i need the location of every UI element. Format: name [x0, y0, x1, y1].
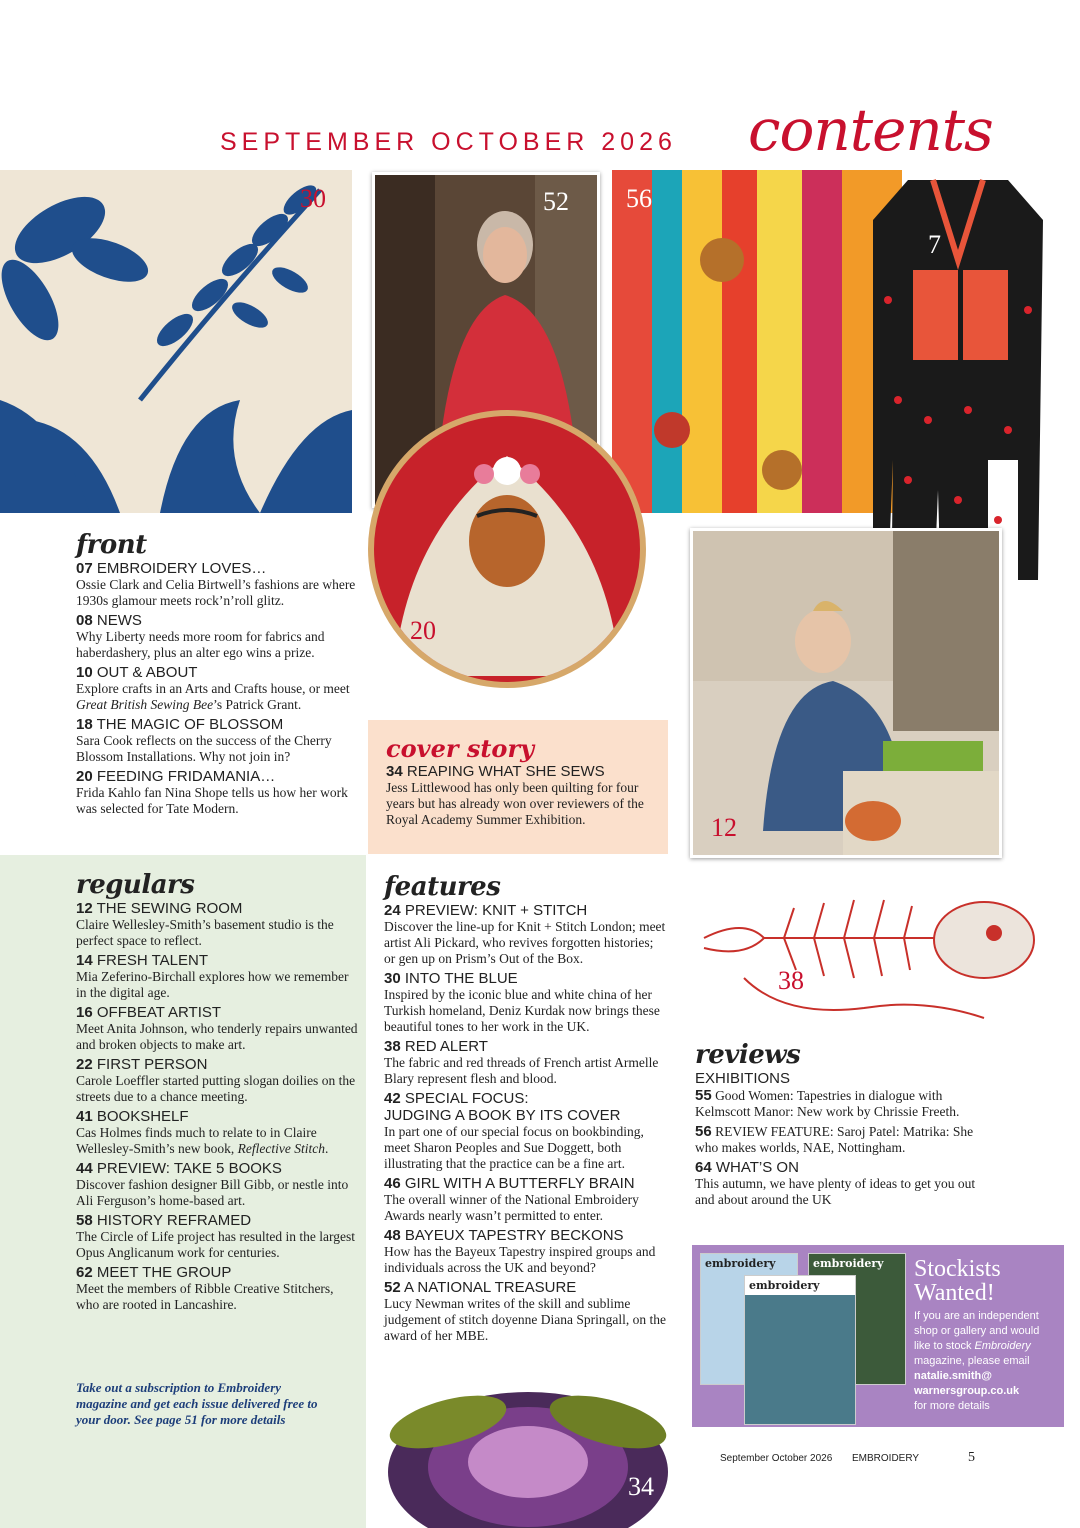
regulars-section	[76, 870, 358, 1316]
toc-item[interactable]	[384, 1175, 666, 1224]
item-description: Why Liberty needs more room for fabrics and haberdashery, plus an alter ego wins a prize.	[76, 629, 325, 660]
item-description: How has the Bayeux Tapestry inspired groups and individuals across the UK and beyond?	[384, 1244, 656, 1275]
footer-brand: EMBROIDERY	[852, 1453, 920, 1464]
page-number: 41	[76, 1108, 93, 1125]
item-description: This autumn, we have plenty of ideas to get you out and about around the UK	[695, 1176, 976, 1207]
page-number: 18	[76, 716, 93, 733]
page-number: 16	[76, 1004, 93, 1021]
section-title-reviews: reviews	[695, 1040, 801, 1070]
item-description: The Circle of Life project has resulted in the largest Opus Anglicanum work for centuries.	[76, 1229, 356, 1260]
page-number: 07	[76, 560, 93, 577]
cover-story-box[interactable]	[368, 720, 668, 854]
item-title: PREVIEW: TAKE 5 BOOKS	[96, 1160, 282, 1177]
toc-item[interactable]	[76, 1264, 358, 1313]
section-title-front: front	[76, 530, 147, 560]
magazine-cover-front	[744, 1275, 856, 1425]
item-description: Meet Anita Johnson, who tenderly repairs unwanted and broken objects to make art.	[76, 1021, 358, 1052]
magazine-title: embroidery	[813, 1257, 884, 1270]
photo-saroj-patel-installation	[612, 170, 902, 513]
subscription-promo[interactable]: Take out a subscription to Embroidery magazine and get each issue delivered free to your door. See page 51 for more details	[76, 1380, 318, 1427]
page-title: contents	[748, 96, 993, 164]
page-number: 30	[384, 970, 401, 987]
photo-page-number: 38	[778, 966, 804, 995]
item-description: Meet the members of Ribble Creative Stitchers, who are rooted in Lancashire.	[76, 1281, 334, 1312]
item-description: Explore crafts in an Arts and Crafts house, or meet Great British Sewing Bee’s Patrick Grant.	[76, 681, 350, 712]
page-number: 22	[76, 1056, 93, 1073]
page-number: 62	[76, 1264, 93, 1281]
toc-item[interactable]	[76, 664, 366, 713]
toc-item[interactable]	[384, 1227, 666, 1276]
page-number: 52	[384, 1279, 401, 1296]
stockists-email[interactable]: natalie.smith@ warnersgroup.co.uk	[914, 1370, 1020, 1397]
page-number: 10	[76, 664, 93, 681]
photo-claire-wellesley-smith	[690, 528, 1002, 858]
page-number: 42	[384, 1090, 401, 1107]
page-number: 48	[384, 1227, 401, 1244]
toc-item[interactable]	[695, 1087, 995, 1120]
page-number: 34	[386, 763, 403, 780]
page-number: 58	[76, 1212, 93, 1229]
page-number: 24	[384, 902, 401, 919]
item-description: Mia Zeferino-Birchall explores how we remember in the digital age.	[76, 969, 349, 1000]
reviews-section	[695, 1040, 995, 1211]
photo-fish-skeleton	[684, 878, 1064, 1038]
toc-item[interactable]	[76, 900, 358, 949]
page-number: 55	[695, 1087, 712, 1104]
item-title: EMBROIDERY LOVES…	[96, 560, 267, 577]
item-description: Frida Kahlo fan Nina Shope tells us how her work was selected for Tate Modern.	[76, 785, 348, 816]
photo-blue-embroidery	[0, 170, 352, 513]
toc-item[interactable]	[76, 716, 366, 765]
item-title: NEWS	[96, 612, 142, 629]
magazine-title: embroidery	[745, 1276, 855, 1295]
stockists-body: If you are an independent shop or gallery and would like to stock Embroidery magazine, please email	[914, 1310, 1040, 1367]
item-description: Jess Littlewood has only been quilting for four years but has already won over reviewers of the Royal Academy Summer Exhibition.	[386, 780, 644, 827]
toc-item[interactable]	[76, 952, 358, 1001]
front-section	[76, 530, 366, 820]
toc-item[interactable]	[76, 768, 366, 817]
item-description: Lucy Newman writes of the skill and sublime judgement of stitch doyenne Diana Springall, on the award of her MBE.	[384, 1296, 666, 1343]
item-title: OFFBEAT ARTIST	[96, 1004, 222, 1021]
item-title: SPECIAL FOCUS:	[404, 1090, 529, 1107]
page-number: 12	[76, 900, 93, 917]
item-title: INTO THE BLUE	[404, 970, 518, 987]
section-title-cover: cover story	[386, 734, 535, 763]
page-number: 14	[76, 952, 93, 969]
photo-cabbage-quilt	[388, 1372, 668, 1528]
item-title: GIRL WITH A BUTTERFLY BRAIN	[404, 1175, 635, 1192]
item-title: FRESH TALENT	[96, 952, 208, 969]
section-title-regulars: regulars	[76, 870, 195, 900]
page-number: 08	[76, 612, 93, 629]
page-number: 38	[384, 1038, 401, 1055]
item-title: BAYEUX TAPESTRY BECKONS	[404, 1227, 624, 1244]
item-description: The fabric and red threads of French artist Armelle Blary represent flesh and blood.	[384, 1055, 659, 1086]
toc-item[interactable]	[76, 1004, 358, 1053]
toc-item[interactable]	[76, 1108, 358, 1157]
section-title-features: features	[384, 872, 501, 902]
toc-item[interactable]	[76, 612, 366, 661]
photo-page-number: 52	[543, 187, 569, 216]
photo-page-number: 34	[628, 1472, 654, 1501]
item-description: Discover the line-up for Knit + Stitch London; meet artist Ali Pickard, who revives forgotten histories; or gen up on Prism’s Out of the Box.	[384, 919, 666, 966]
page-number: 46	[384, 1175, 401, 1192]
stockists-box[interactable]	[692, 1245, 1064, 1427]
footer-page-number: 5	[968, 1450, 975, 1465]
item-description: Discover fashion designer Bill Gibb, or nestle into Ali Ferguson’s home-based art.	[76, 1177, 349, 1208]
item-title: WHAT’S ON	[715, 1159, 799, 1176]
toc-item[interactable]	[695, 1159, 995, 1208]
item-title: MEET THE GROUP	[96, 1264, 232, 1281]
toc-item[interactable]	[76, 1056, 358, 1105]
photo-frida-hoop	[368, 410, 646, 688]
item-title: FEEDING FRIDAMANIA…	[96, 768, 276, 785]
item-title: THE SEWING ROOM	[96, 900, 243, 917]
toc-item[interactable]	[695, 1123, 995, 1156]
photo-page-number: 12	[711, 813, 737, 842]
page-number: 64	[695, 1159, 712, 1176]
toc-item[interactable]	[384, 1090, 666, 1172]
item-description: Good Women: Tapestries in dialogue with Kelmscott Manor: New work by Chrissie Freeth.	[695, 1088, 960, 1119]
item-title: RED ALERT	[404, 1038, 488, 1055]
page-number: 44	[76, 1160, 93, 1177]
toc-item[interactable]	[76, 1212, 358, 1261]
toc-item[interactable]	[384, 902, 666, 967]
item-title: THE MAGIC OF BLOSSOM	[96, 716, 284, 733]
item-description: Sara Cook reflects on the success of the Cherry Blossom Installations. Why not join in?	[76, 733, 332, 764]
magazine-title: embroidery	[705, 1257, 776, 1270]
toc-item[interactable]	[384, 1279, 666, 1344]
item-title: OUT & ABOUT	[96, 664, 198, 681]
stockists-tail: for more details	[914, 1400, 990, 1412]
photo-page-number: 56	[626, 184, 652, 213]
toc-item[interactable]	[384, 1038, 666, 1087]
photo-page-number: 7	[928, 230, 941, 259]
stockists-title-2: Wanted!	[914, 1280, 995, 1306]
item-title: REAPING WHAT SHE SEWS	[406, 763, 605, 780]
photo-page-number: 20	[410, 616, 436, 645]
item-title: HISTORY REFRAMED	[96, 1212, 252, 1229]
page-number: 56	[695, 1123, 712, 1140]
toc-item[interactable]	[384, 970, 666, 1035]
issue-date: SEPTEMBER OCTOBER 2026	[220, 128, 677, 156]
item-description: Carole Loeffler started putting slogan doilies on the streets due to a chance meeting.	[76, 1073, 356, 1104]
item-title: FIRST PERSON	[96, 1056, 208, 1073]
page-number: 20	[76, 768, 93, 785]
toc-item[interactable]	[76, 1160, 358, 1209]
features-section	[384, 872, 666, 1347]
item-description: Claire Wellesley-Smith’s basement studio is the perfect space to reflect.	[76, 917, 334, 948]
item-title: A NATIONAL TREASURE	[404, 1279, 577, 1296]
photo-page-number: 30	[300, 184, 326, 213]
item-title: PREVIEW: KNIT + STITCH	[404, 902, 588, 919]
reviews-subhead: EXHIBITIONS	[695, 1070, 791, 1087]
item-title-line2: JUDGING A BOOK BY ITS COVER	[384, 1107, 621, 1124]
stockists-title-1: Stockists	[914, 1256, 1001, 1282]
item-description: Cas Holmes finds much to relate to in Claire Wellesley-Smith’s new book, Reflective Stitch.	[76, 1125, 329, 1156]
item-title: BOOKSHELF	[96, 1108, 189, 1125]
item-description: Ossie Clark and Celia Birtwell’s fashions are where 1930s glamour meets rock’n’roll glitz.	[76, 577, 356, 608]
item-description: The overall winner of the National Embroidery Awards nearly wasn’t permitted to enter.	[384, 1192, 639, 1223]
item-description: In part one of our special focus on bookbinding, meet Sharon Peoples and Sue Doggett, both illustrating that the practice can be a fine art.	[384, 1124, 644, 1171]
toc-item[interactable]	[76, 560, 366, 609]
item-description: REVIEW FEATURE: Saroj Patel: Matrika: She who makes worlds, NAE, Nottingham.	[695, 1124, 974, 1155]
item-description: Inspired by the iconic blue and white china of her Turkish homeland, Deniz Kurdak now brings these beautiful tones to her work in the UK.	[384, 987, 660, 1034]
footer-issue: September October 2026	[720, 1453, 833, 1464]
